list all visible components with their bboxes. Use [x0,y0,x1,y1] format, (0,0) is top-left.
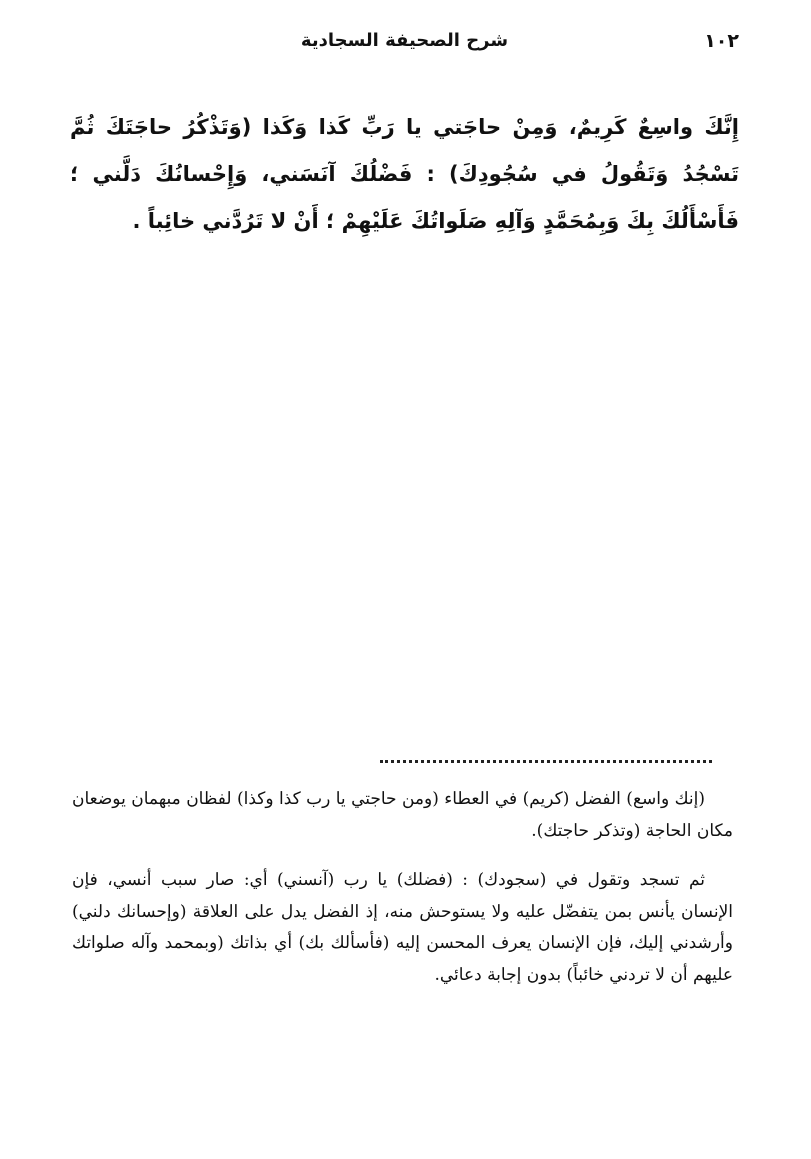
footnote-separator [380,760,712,763]
prayer-text: إِنَّكَ واسِعٌ كَرِيمٌ، وَمِنْ حاجَتي يا رَبِّ كَذا وَكَذا (وَتَذْكُرُ حاجَتَكَ ثُمَّ تَسْجُدُ وَتَقُولُ في سُجُودِكَ) : فَضْلُكَ آنَسَني، وَإِحْسانُكَ دَلَّني ؛ فَأَسْأَلُكَ بِكَ وَبِمُحَمَّدٍ وَآلِهِ صَلَواتُكَ عَلَيْهِمْ ؛ أَنْ لا تَرُدَّني خائِباً . [70,115,739,233]
footnote-paragraph-2: ثم تسجد وتقول في (سجودك) : (فضلك) يا رب (آنسني) أي: صار سبب أنسي، فإن الإنسان يأنس بمن يتفضّل عليه ولا يستوحش منه، إذ الفضل يدل على العلاقة (وإحسانك دلني) وأرشدني إليك، فإن الإنسان يعرف المحسن إليه (فأسألك بك) أي بذاتك (وبمحمد وآله صلواتك عليهم أن لا تردني خائباً) بدون إجابة دعائي. [72,870,733,985]
page-number: ١٠٢ [704,30,739,52]
footnotes [72,784,733,991]
page-header [70,30,739,62]
footnote-paragraph-1: (إنك واسع) الفضل (كريم) في العطاء (ومن حاجتي يا رب كذا وكذا) لفظان مبهمان يوضعان مكان الحاجة (وتذكر حاجتك). [72,789,733,841]
running-title: شرح الصحيفة السجادية [300,30,509,51]
